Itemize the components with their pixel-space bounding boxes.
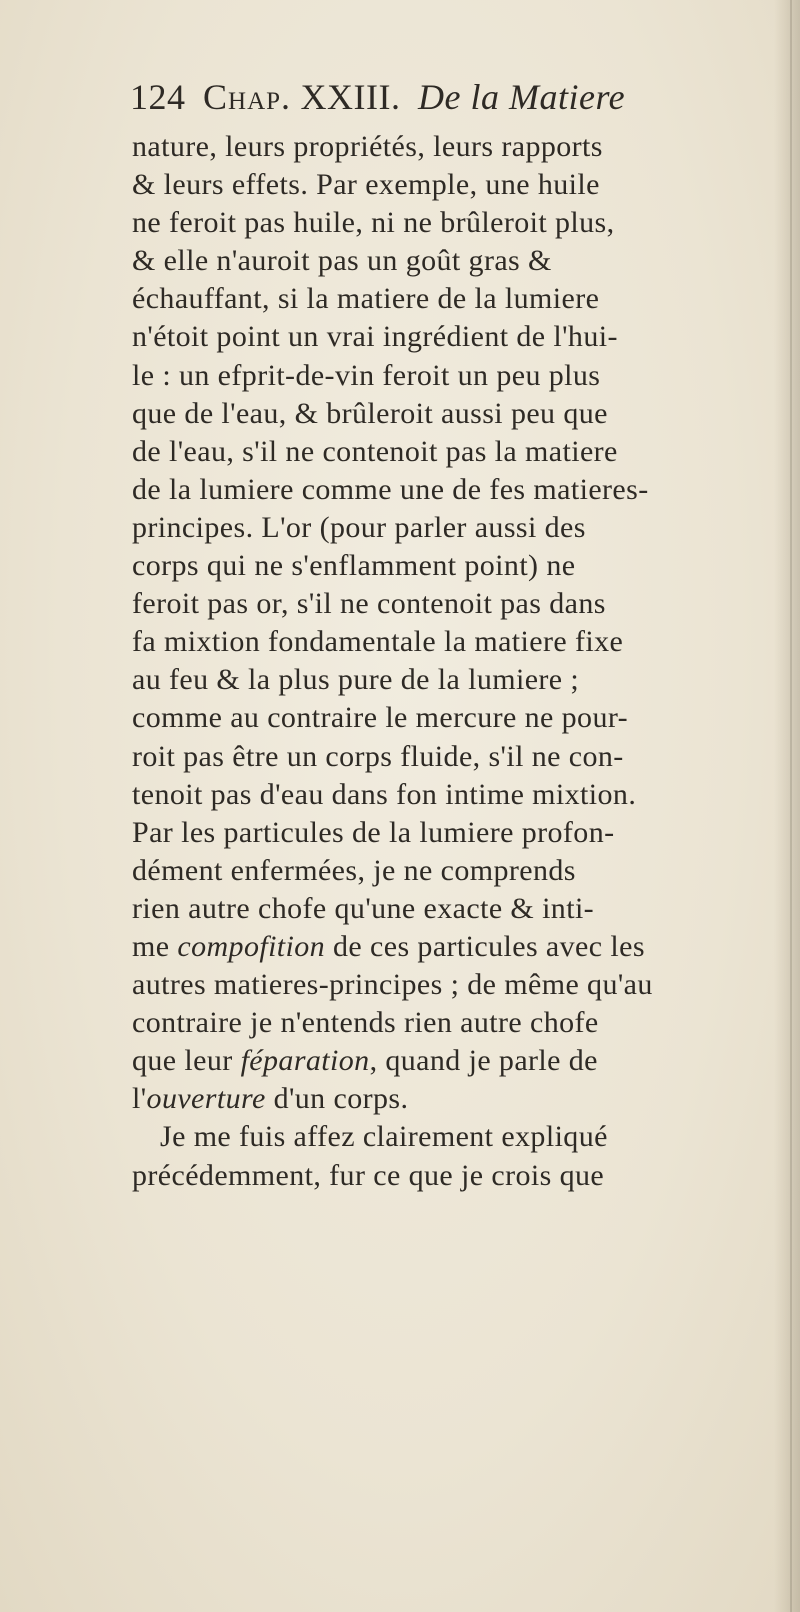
- text-segment: ne feroit pas huile, ni ne brûleroit plus,: [132, 206, 615, 240]
- italic-term: compofition: [177, 929, 326, 963]
- text-line: [132, 318, 772, 356]
- text-line: [132, 395, 772, 433]
- text-line: [132, 890, 772, 928]
- text-line: [132, 1042, 772, 1080]
- text-line: [132, 661, 772, 699]
- text-line: [132, 547, 772, 585]
- italic-term: féparation: [240, 1044, 370, 1078]
- page-edge-shadow: [774, 0, 800, 1612]
- text-segment: dément enfermées, je ne comprends: [132, 853, 576, 887]
- text-segment: précédemment, fur ce que je crois que: [132, 1158, 605, 1192]
- running-header: [130, 76, 625, 118]
- text-segment: & leurs effets. Par exemple, une huile: [132, 168, 600, 202]
- chapter-number: XXIII.: [300, 77, 401, 117]
- text-line: [132, 280, 772, 318]
- text-line: [132, 928, 772, 966]
- text-segment: , quand je parle de: [369, 1044, 598, 1078]
- text-segment: tenoit pas d'eau dans fon intime mixtion.: [132, 777, 637, 811]
- text-segment: que de l'eau, & brûleroit aussi peu que: [132, 396, 608, 430]
- text-line: [132, 166, 772, 204]
- text-line: [132, 128, 772, 166]
- text-segment: de l'eau, s'il ne contenoit pas la matiere: [132, 434, 618, 468]
- text-segment: fa mixtion fondamentale la matiere fixe: [132, 625, 624, 659]
- text-segment: de la lumiere comme une de fes matieres-: [132, 472, 649, 506]
- text-segment: me: [132, 929, 178, 963]
- text-segment: nature, leurs propriétés, leurs rapports: [132, 130, 603, 163]
- text-segment: roit pas être un corps fluide, s'il ne con-: [132, 739, 624, 773]
- text-line: [132, 509, 772, 547]
- text-segment: d'un corps.: [265, 1082, 409, 1116]
- text-segment: de ces particules avec les: [325, 929, 645, 963]
- text-segment: Je me fuis affez clairement expliqué: [160, 1120, 608, 1154]
- running-title: De la Matiere: [418, 77, 626, 117]
- text-line: [132, 1118, 772, 1156]
- text-segment: le : un efprit-de-vin feroit un peu plus: [132, 358, 601, 392]
- text-line: [132, 1157, 772, 1195]
- italic-term: ouverture: [146, 1082, 266, 1116]
- text-segment: rien autre chofe qu'une exacte & inti-: [132, 891, 595, 925]
- page-edge-line: [790, 0, 792, 1612]
- text-segment: au feu & la plus pure de la lumiere ;: [132, 663, 580, 697]
- text-segment: n'étoit point un vrai ingrédient de l'hui-: [132, 320, 618, 354]
- body-text: [132, 128, 772, 1195]
- text-line: [132, 738, 772, 776]
- text-line: [132, 1004, 772, 1042]
- text-segment: autres matieres-principes ; de même qu'au: [132, 968, 653, 1002]
- text-segment: que leur: [132, 1044, 241, 1078]
- text-line: [132, 1080, 772, 1118]
- text-segment: corps qui ne s'enflamment point) ne: [132, 549, 576, 583]
- text-segment: comme au contraire le mercure ne pour-: [132, 701, 629, 735]
- text-line: [132, 357, 772, 395]
- text-line: [132, 699, 772, 737]
- text-segment: Par les particules de la lumiere profon-: [132, 815, 615, 849]
- text-line: [132, 433, 772, 471]
- text-line: [132, 585, 772, 623]
- chapter-label: Chap.: [203, 77, 292, 117]
- page-number: 124: [130, 77, 186, 117]
- text-line: [132, 471, 772, 509]
- chapter-heading: [203, 77, 410, 117]
- text-line: [132, 852, 772, 890]
- text-segment: contraire je n'entends rien autre chofe: [132, 1006, 599, 1040]
- text-line: [132, 242, 772, 280]
- text-segment: principes. L'or (pour parler aussi des: [132, 510, 586, 544]
- text-line: [132, 814, 772, 852]
- text-line: [132, 623, 772, 661]
- text-segment: l': [132, 1082, 147, 1116]
- text-segment: échauffant, si la matiere de la lumiere: [132, 282, 600, 316]
- text-segment: feroit pas or, s'il ne contenoit pas dans: [132, 587, 606, 621]
- text-segment: & elle n'auroit pas un goût gras &: [132, 244, 552, 278]
- text-line: [132, 776, 772, 814]
- text-line: [132, 204, 772, 242]
- text-line: [132, 966, 772, 1004]
